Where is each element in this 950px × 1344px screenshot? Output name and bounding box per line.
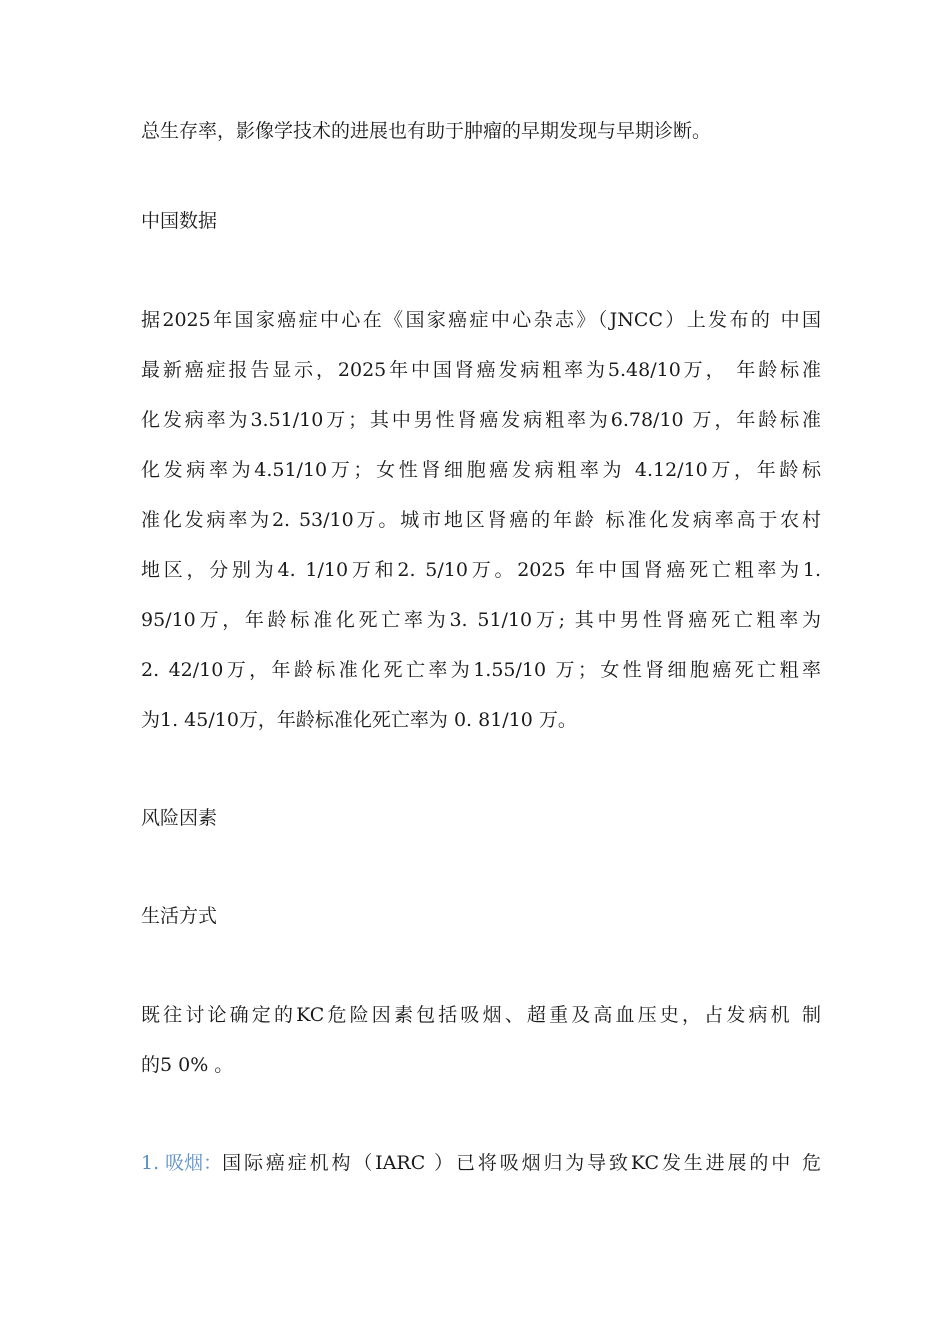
paragraph-line: 地区，分别为4. 1/10万和2. 5/10万。2025 年中国肾癌死亡粗率为1. — [141, 559, 821, 581]
heading-risk-factors: 风险因素 — [141, 807, 218, 829]
paragraph-line: 2. 42/10万，年龄标准化死亡率为1.55/10 万；女性肾细胞癌死亡粗率 — [141, 659, 821, 681]
intro-paragraph-line: 总生存率，影像学技术的进展也有助于肿瘤的早期发现与早期诊断。 — [141, 120, 712, 142]
paragraph-line: 的5 0% 。 — [141, 1054, 234, 1076]
paragraph-line: 准化发病率为2. 53/10万。城市地区肾癌的年龄 标准化发病率高于农村 — [141, 509, 821, 531]
paragraph-line: 化发病率为3.51/10万；其中男性肾癌发病粗率为6.78/10 万，年龄标准 — [141, 409, 821, 431]
heading-lifestyle: 生活方式 — [141, 905, 218, 927]
paragraph-line: 化发病率为4.51/10万；女性肾细胞癌发病粗率为 4.12/10万，年龄标 — [141, 459, 821, 481]
heading-china-data: 中国数据 — [141, 210, 218, 232]
paragraph-line: 据2025年国家癌症中心在《国家癌症中心杂志》（JNCC）上发布的 中国 — [141, 309, 821, 331]
list-item-smoking — [141, 1150, 821, 1176]
paragraph-line: 为1. 45/10万，年龄标准化死亡率为 0. 81/10 万。 — [141, 709, 577, 731]
list-item-marker: 1. 吸烟： — [141, 1152, 223, 1174]
paragraph-line: 既往讨论确定的KC危险因素包括吸烟、超重及高血压史，占发病机 制 — [141, 1004, 821, 1026]
list-item-text: 国际癌症机构（IARC ）已将吸烟归为导致KC发生进展的中 危 — [222, 1152, 821, 1174]
paragraph-line: 95/10万，年龄标准化死亡率为3. 51/10万; 其中男性肾癌死亡粗率为 — [141, 609, 821, 631]
paragraph-line: 最新癌症报告显示，2025年中国肾癌发病粗率为5.48/10万， 年龄标准 — [141, 359, 821, 381]
